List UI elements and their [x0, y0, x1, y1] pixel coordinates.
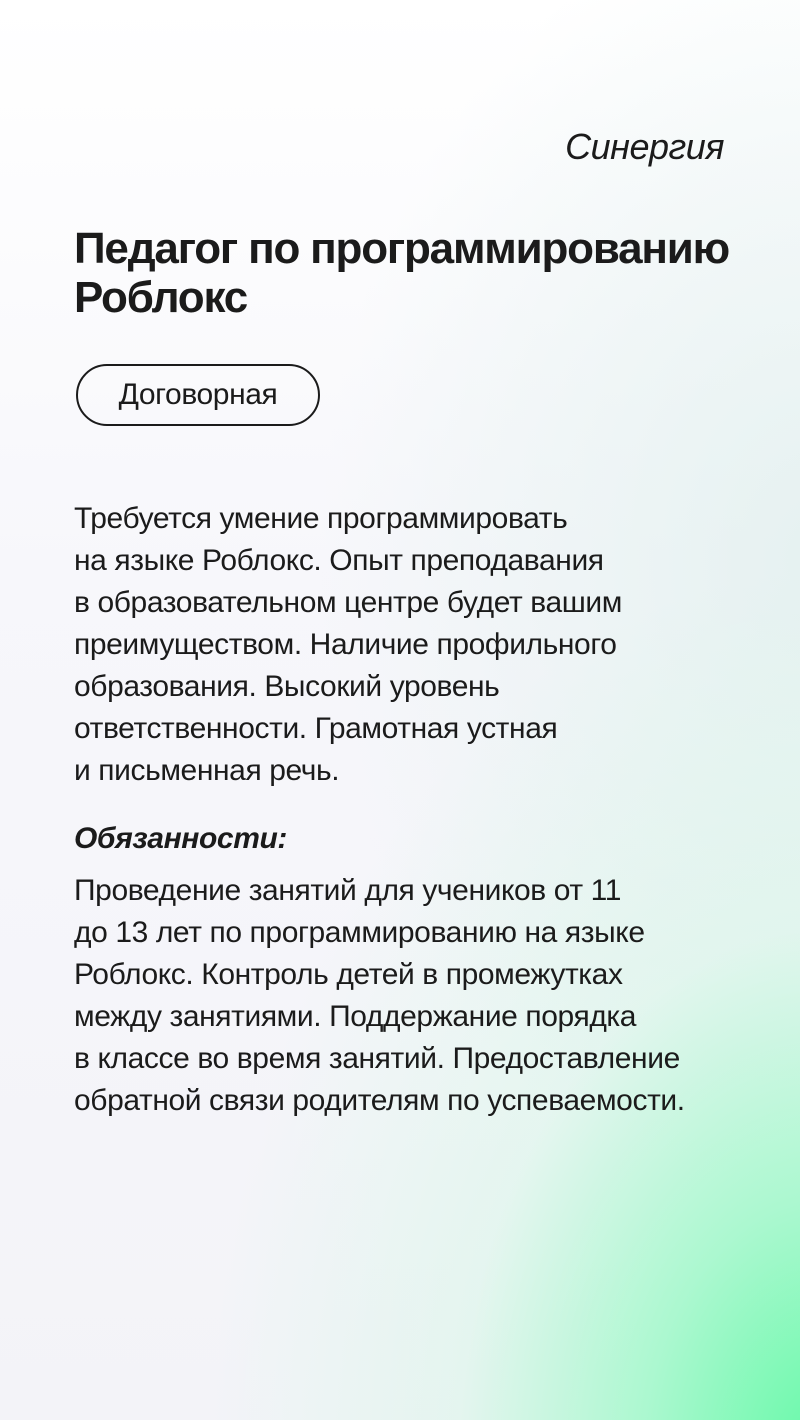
requirements-line: на языке Роблокс. Опыт преподавания	[74, 544, 604, 577]
duties-line: между занятиями. Поддержание порядка	[74, 1000, 637, 1033]
requirements-line: и письменная речь.	[74, 754, 340, 787]
requirements-line: Требуется умение программировать	[74, 502, 568, 535]
requirements-line: в образовательном центре будет вашим	[74, 586, 623, 619]
duties-line: обратной связи родителям по успеваемости.	[74, 1084, 685, 1117]
job-title	[74, 224, 790, 322]
duties-line: Роблокс. Контроль детей в промежутках	[74, 958, 623, 991]
requirements-line: преимуществом. Наличие профильного	[74, 628, 617, 661]
requirements-line: ответственности. Грамотная устная	[74, 712, 558, 745]
job-title-line-2: Роблокс	[74, 273, 247, 322]
salary-badge	[76, 364, 320, 426]
job-requirements	[74, 498, 774, 792]
requirements-line: образования. Высокий уровень	[74, 670, 500, 703]
duties-text	[74, 870, 784, 1122]
duties-line: в классе во время занятий. Предоставление	[74, 1042, 680, 1075]
duties-line: до 13 лет по программированию на языке	[74, 916, 645, 949]
brand-logo-text: Синергия	[565, 126, 724, 167]
duties-line: Проведение занятий для учеников от 11	[74, 874, 622, 907]
duties-heading: Обязанности:	[74, 822, 288, 855]
salary-label: Договорная	[118, 378, 278, 411]
job-title-line-1: Педагог по программированию	[74, 224, 729, 273]
